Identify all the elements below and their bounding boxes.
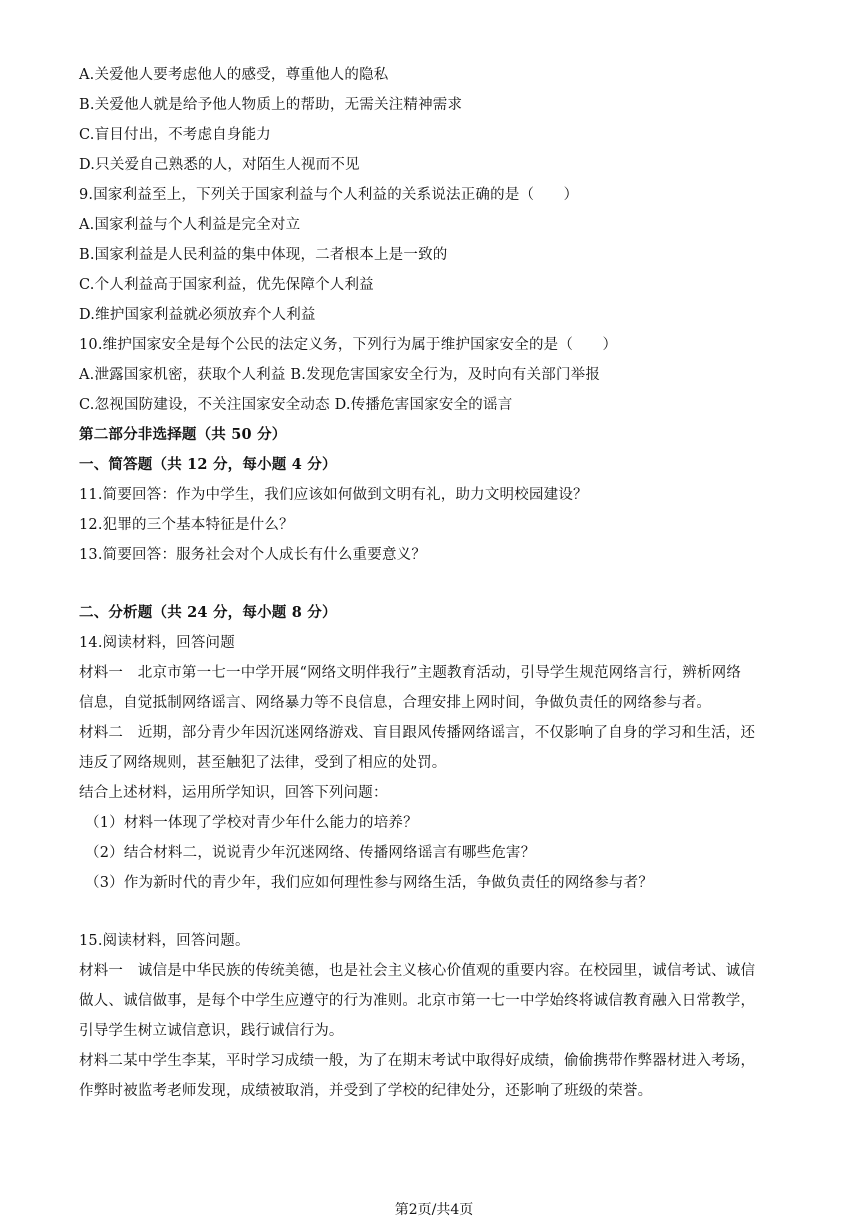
instruction: 结合上述材料，运用所学知识，回答下列问题：	[79, 785, 388, 801]
question-9: 9.国家利益至上，下列关于国家利益与个人利益的关系说法正确的是（ ）	[79, 187, 579, 203]
material-one-line-1: 材料一 北京市第一七一中学开展“网络文明伴我行”主题教育活动，引导学生规范网络言行，辨析网络	[79, 665, 742, 681]
section-one-heading: 一、简答题（共 12 分，每小题 4 分）	[79, 456, 337, 473]
question-11: 11.简要回答：作为中学生，我们应该如何做到文明有礼，助力文明校园建设？	[79, 487, 588, 503]
question-15: 15.阅读材料，回答问题。	[79, 933, 250, 949]
section-two-heading: 二、分析题（共 24 分，每小题 8 分）	[79, 604, 337, 621]
q15-material-one-line-2: 做人、诚信做事，是每个中学生应遵守的行为准则。北京市第一七一中学始终将诚信教育融入日常教学，	[79, 993, 756, 1009]
option-8a: A.关爱他人要考虑他人的感受，尊重他人的隐私	[79, 67, 389, 83]
option-10ab: A.泄露国家机密，获取个人利益 B.发现危害国家安全行为，及时向有关部门举报	[79, 367, 601, 383]
q15-material-two-line-2: 作弊时被监考老师发现，成绩被取消，并受到了学校的纪律处分，还影响了班级的荣誉。	[79, 1083, 653, 1099]
question-14: 14.阅读材料，回答问题	[79, 635, 235, 651]
option-9d: D.维护国家利益就必须放弃个人利益	[79, 307, 316, 323]
material-two-line-1: 材料二 近期，部分青少年因沉迷网络游戏、盲目跟风传播网络谣言，不仅影响了自身的学习和生活，还	[79, 725, 756, 741]
q15-material-one-line-3: 引导学生树立诚信意识，践行诚信行为。	[79, 1023, 344, 1039]
q15-material-one-line-1: 材料一 诚信是中华民族的传统美德，也是社会主义核心价值观的重要内容。在校园里，诚信考试、诚信	[79, 963, 756, 979]
q15-material-two-line-1: 材料二某中学生李某，平时学习成绩一般，为了在期末考试中取得好成绩，偷偷携带作弊器材进入考场，	[79, 1053, 756, 1069]
sub-question-3: （3）作为新时代的青少年，我们应如何理性参与网络生活，争做负责任的网络参与者？	[85, 875, 654, 891]
option-8c: C.盲目付出，不考虑自身能力	[79, 127, 271, 143]
option-10cd: C.忽视国防建设，不关注国家安全动态 D.传播危害国家安全的谣言	[79, 397, 513, 413]
sub-question-1: （1）材料一体现了学校对青少年什么能力的培养？	[85, 815, 418, 831]
material-one-line-2: 信息，自觉抵制网络谣言、网络暴力等不良信息，合理安排上网时间，争做负责任的网络参与者。	[79, 695, 712, 711]
option-9a: A.国家利益与个人利益是完全对立	[79, 217, 301, 233]
question-10: 10.维护国家安全是每个公民的法定义务，下列行为属于维护国家安全的是（ ）	[79, 337, 618, 353]
material-two-line-2: 违反了网络规则，甚至触犯了法律，受到了相应的处罚。	[79, 755, 447, 771]
question-13: 13.简要回答：服务社会对个人成长有什么重要意义？	[79, 547, 427, 563]
option-9b: B.国家利益是人民利益的集中体现，二者根本上是一致的	[79, 247, 448, 263]
page-number: 第2页/共4页	[394, 1202, 474, 1218]
option-8d: D.只关爱自己熟悉的人，对陌生人视而不见	[79, 157, 360, 173]
question-12: 12.犯罪的三个基本特征是什么？	[79, 517, 294, 533]
sub-question-2: （2）结合材料二，说说青少年沉迷网络、传播网络谣言有哪些危害？	[85, 845, 536, 861]
option-9c: C.个人利益高于国家利益，优先保障个人利益	[79, 277, 374, 293]
option-8b: B.关爱他人就是给予他人物质上的帮助，无需关注精神需求	[79, 97, 463, 113]
part-two-heading: 第二部分非选择题（共 50 分）	[79, 426, 287, 443]
